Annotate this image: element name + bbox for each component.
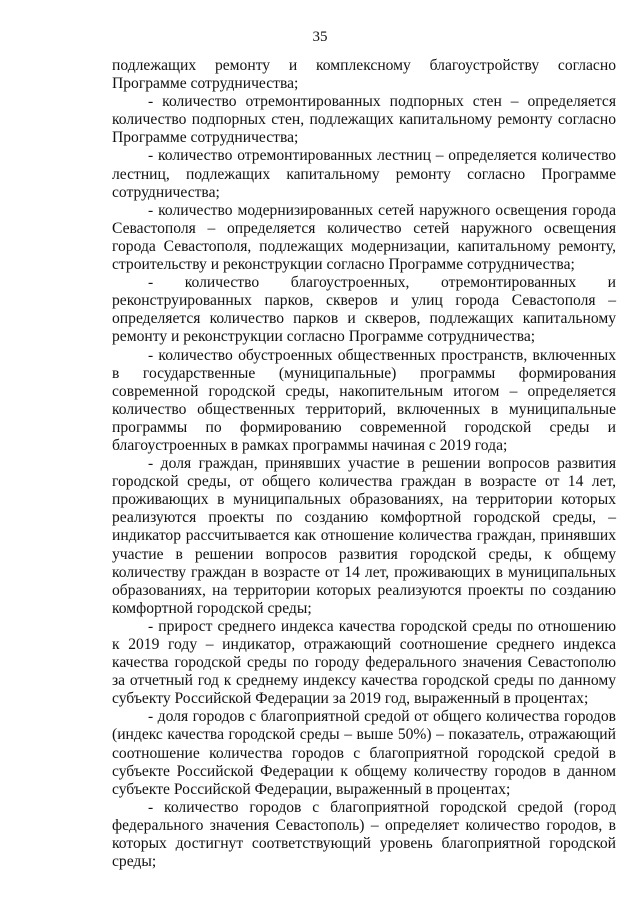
paragraph-parks-squares: - количество благоустроенных, отремонтированных и реконструированных парков, скверов и улиц города Севастополя – определяется количество парков и скверов, подлежащих капитальному ремонту и реконструкции согласно Программе сотрудничества; bbox=[112, 274, 616, 346]
paragraph-citizen-participation: - доля граждан, принявших участие в решении вопросов развития городской среды, от общего количества граждан в возрасте от 14 лет, проживающих в муниципальных образованиях, на территории которых реализуются проекты по созданию комфортной городской среды, – индикатор рассчитывается как отношение количества граждан, принявших участие в решении вопросов развития городской среды, к общему количеству граждан в возрасте от 14 лет, проживающих в муниципальных образованиях, на территории которых реализуются проекты по созданию комфортной городской среды; bbox=[112, 455, 616, 617]
page-number: 35 bbox=[312, 29, 328, 45]
paragraph-retaining-walls: - количество отремонтированных подпорных стен – определяется количество подпорных стен, подлежащих капитальному ремонту согласно Программе сотрудничества; bbox=[112, 93, 616, 147]
paragraph-favorable-cities-share: - доля городов с благоприятной средой от общего количества городов (индекс качества городской среды – выше 50%) – показатель, отражающий соотношение количества городов с благоприятной городской средой в субъекте Российской Федерации к общему количеству городов в данном субъекте Российской Федерации, выраженный в процентах; bbox=[112, 708, 616, 798]
paragraph-urban-quality-index: - прирост среднего индекса качества городской среды по отношению к 2019 году – индикатор, отражающий соотношение среднего индекса качества городской среды по городу федерального значения Севастополю за отчетный год к среднему индексу качества городской среды по данному субъекту Российской Федерации за 2019 год, выраженный в процентах; bbox=[112, 617, 616, 708]
paragraph-street-lighting: - количество модернизированных сетей наружного освещения города Севастополя – определяется количество сетей наружного освещения города Севастополя, подлежащих модернизации, капитальному ремонту, строительству и реконструкции согласно Программе сотрудничества; bbox=[112, 201, 616, 274]
paragraph-continuation: подлежащих ремонту и комплексному благоустройству согласно Программе сотрудничества; bbox=[112, 57, 616, 93]
paragraph-stairs: - количество отремонтированных лестниц – определяется количество лестниц, подлежащих капитальному ремонту согласно Программе сотрудничества; bbox=[112, 147, 616, 201]
paragraph-public-spaces: - количество обустроенных общественных пространств, включенных в государственные (муниципальные) программы формирования современной городской среды, накопительным итогом – определяется количество общественных территорий, включенных в муниципальные программы по формированию современной городской среды и благоустроенных в рамках программы начиная с 2019 года; bbox=[112, 346, 616, 454]
document-body bbox=[112, 57, 616, 871]
paragraph-favorable-cities-count: - количество городов с благоприятной городской средой (город федерального значения Севастополь) – определяет количество городов, в которых достигнут соответствующий уровень благоприятной городской среды; bbox=[112, 798, 616, 871]
